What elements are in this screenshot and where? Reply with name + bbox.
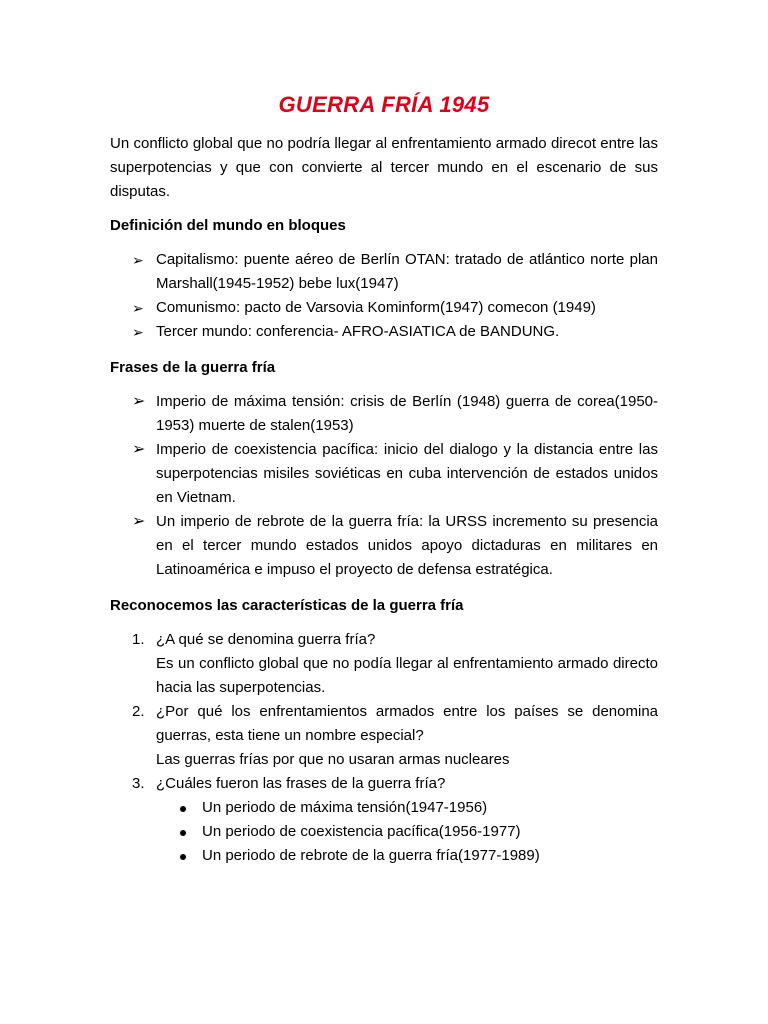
list-item: Un periodo de coexistencia pacífica(1956-1977) [156,820,658,844]
question-item [110,772,658,868]
arrow-bullet-icon: ➢ [132,441,146,458]
intro-paragraph: Un conflicto global que no podría llegar al enfrentamiento armado direcot entre las superpotencias y que con convierte al tercer mundo en el escenario de sus disputas. [110,135,658,200]
questions-list [110,628,658,868]
list-item: Un periodo de rebrote de la guerra fría(1977-1989) [156,844,658,868]
question-number: 3. [132,775,145,792]
list-item: ➢ Comunismo: pacto de Varsovia Kominform(1947) comecon (1949) [110,296,658,320]
question-text: ¿A qué se denomina guerra fría? [156,631,376,648]
list-item: ➢ Imperio de coexistencia pacífica: inicio del dialogo y la distancia entre las superpotencias misiles soviéticas en cuba intervención de estados unidos en Vietnam. [110,438,658,510]
periods-list [156,796,658,868]
arrow-bullet-icon: ➢ [132,252,144,268]
list-item: ➢ Un imperio de rebrote de la guerra fría: la URSS incremento su presencia en el tercer mundo estados unidos apoyo dictaduras en militares en Latinoamérica e impuso el proyecto de defensa estratégica. [110,510,658,582]
answer-text: Es un conflicto global que no podía llegar al enfrentamiento armado directo hacia las superpotencias. [156,655,658,696]
question-number: 2. [132,703,145,720]
dot-bullet-icon [180,806,186,812]
arrow-bullet-icon: ➢ [132,324,144,340]
question-text: ¿Por qué los enfrentamientos armados entre los países se denomina guerras, esta tiene un nombre especial? [156,703,658,744]
list-item: ➢ Tercer mundo: conferencia- AFRO-ASIATICA de BANDUNG. [110,320,658,344]
question-text: ¿Cuáles fueron las frases de la guerra fría? [156,775,446,792]
question-item [110,628,658,700]
list-item: ➢ Capitalismo: puente aéreo de Berlín OTAN: tratado de atlántico norte plan Marshall(1945-1952) bebe lux(1947) [110,248,658,296]
dot-bullet-icon [180,854,186,860]
list-item: ➢ Imperio de máxima tensión: crisis de Berlín (1948) guerra de corea(1950-1953) muerte de stalen(1953) [110,390,658,438]
arrow-bullet-icon: ➢ [132,393,146,410]
frases-list [110,390,658,582]
section-heading-caracteristicas: Reconocemos las características de la guerra fría [110,597,464,614]
list-item: Un periodo de máxima tensión(1947-1956) [156,796,658,820]
question-number: 1. [132,631,145,648]
arrow-bullet-icon: ➢ [132,300,144,316]
page-title: GUERRA FRÍA 1945 [278,92,490,117]
section-heading-frases: Frases de la guerra fría [110,359,276,376]
arrow-bullet-icon: ➢ [132,513,146,530]
bloques-list [110,248,658,344]
question-item [110,700,658,772]
document-body [110,132,658,868]
answer-text: Las guerras frías por que no usaran armas nucleares [156,751,510,768]
section-heading-bloques: Definición del mundo en bloques [110,217,346,234]
dot-bullet-icon [180,830,186,836]
